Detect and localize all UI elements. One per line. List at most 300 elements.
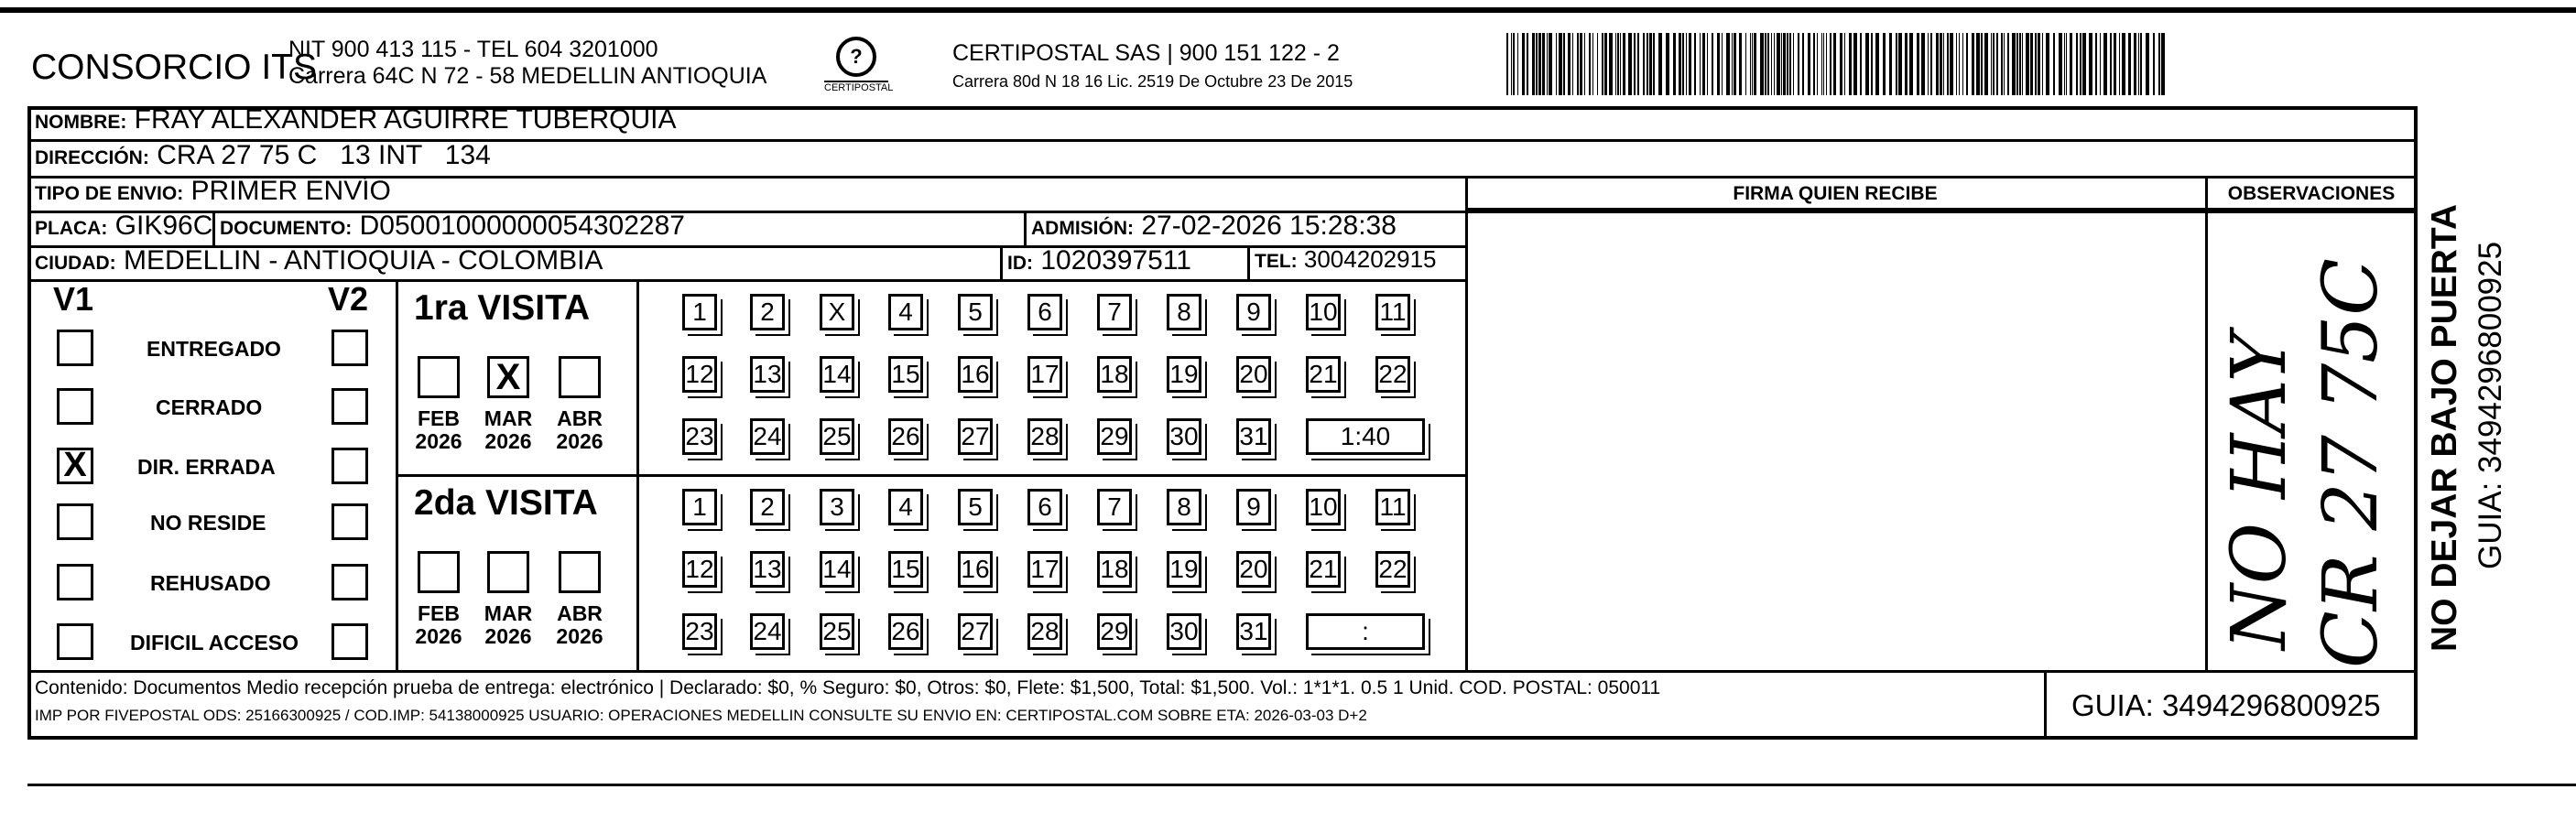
visit-0-day-23[interactable]: 23	[682, 418, 717, 455]
visit-1-day-21[interactable]: 21	[1306, 551, 1341, 588]
visit-1-month-label-1	[476, 602, 540, 648]
barcode-bar	[1532, 33, 1535, 95]
barcode-bar	[2103, 33, 2107, 95]
barcode-bar	[1658, 33, 1662, 95]
visit-0-month-label-0	[407, 407, 471, 453]
barcode-bar	[1959, 33, 1960, 95]
visit-1-day-15[interactable]: 15	[888, 551, 923, 588]
barcode-bar	[1732, 33, 1733, 95]
visit-0-day-14[interactable]: 14	[820, 356, 854, 393]
barcode-bar	[1604, 33, 1607, 95]
barcode-bar	[1700, 33, 1701, 95]
barcode-bar	[1643, 33, 1645, 95]
ciudad-label: CIUDAD:	[35, 253, 116, 274]
barcode-bar	[1984, 33, 1988, 95]
month-year: 2026	[484, 624, 532, 648]
barcode-bar	[1798, 33, 1799, 95]
tel-row	[1255, 245, 1437, 274]
v1-header: V1	[53, 280, 94, 318]
footer-guia: GUIA: 3494296800925	[2071, 688, 2381, 722]
barcode-bar	[1666, 33, 1669, 95]
barcode-bar	[1889, 33, 1892, 95]
visit-0-day-18[interactable]: 18	[1097, 356, 1132, 393]
month-year: 2026	[415, 624, 462, 648]
barcode-bar	[2053, 33, 2055, 95]
barcode-bar	[1673, 33, 1676, 95]
col-divider	[212, 211, 215, 245]
barcode-bar	[2146, 33, 2149, 95]
v2-checkbox-5[interactable]	[332, 623, 368, 660]
barcode-bar	[1547, 33, 1548, 95]
col-divider	[1247, 245, 1250, 279]
v1-checkbox-1[interactable]	[57, 388, 93, 425]
visit-0-day-20[interactable]: 20	[1236, 356, 1271, 393]
certipostal-line: CERTIPOSTAL SAS | 900 151 122 - 2	[952, 40, 1340, 66]
barcode-bar	[2100, 33, 2101, 95]
barcode-bar	[1620, 33, 1621, 95]
barcode-bar	[2110, 33, 2112, 95]
visit-1-day-6[interactable]: 6	[1027, 489, 1062, 525]
visit-0-day-28[interactable]: 28	[1027, 418, 1062, 455]
barcode-bar	[1563, 33, 1565, 95]
visit-0-day-19[interactable]: 19	[1167, 356, 1201, 393]
visit-0-day-9[interactable]: 9	[1236, 294, 1271, 330]
barcode-bar	[1739, 33, 1742, 95]
month-name: ABR	[557, 601, 603, 625]
barcode-bar	[1568, 33, 1571, 95]
top-edge-line	[0, 7, 2576, 13]
barcode-bar	[1634, 33, 1636, 95]
barcode-bar	[2059, 33, 2062, 95]
visit-0-time-box[interactable]: 1:40	[1306, 418, 1425, 455]
visit-1-day-25[interactable]: 25	[820, 613, 854, 650]
visit-0-day-26[interactable]: 26	[888, 418, 923, 455]
visit-1-day-17[interactable]: 17	[1027, 551, 1062, 588]
barcode-bar	[1577, 33, 1579, 95]
visit-0-day-13[interactable]: 13	[750, 356, 785, 393]
barcode-bar	[2070, 33, 2072, 95]
status-label-2: DIR. ERRADA	[137, 455, 276, 479]
barcode-bar	[1726, 33, 1730, 95]
company-name: CONSORCIO ITS	[31, 48, 318, 87]
barcode-bar	[1760, 33, 1764, 95]
barcode-bar	[1602, 33, 1603, 95]
status-label-4: REHUSADO	[150, 571, 271, 595]
barcode-bar	[1682, 33, 1684, 95]
barcode-bar	[1905, 33, 1908, 95]
visit-1-day-23[interactable]: 23	[682, 613, 717, 650]
logo-mark-icon: ?	[836, 37, 876, 77]
visit-1-month-box-2[interactable]	[559, 551, 601, 593]
barcode-bar	[1767, 33, 1769, 95]
barcode-bar	[1527, 33, 1528, 95]
barcode-bar	[1722, 33, 1723, 95]
barcode-bar	[1947, 33, 1949, 95]
barcode-bar	[1511, 33, 1512, 95]
v1-checkbox-0[interactable]	[57, 330, 93, 366]
visit-1-day-19[interactable]: 19	[1167, 551, 1201, 588]
ciudad-row	[35, 245, 603, 276]
barcode-bar	[1976, 33, 1980, 95]
visit-1-day-20[interactable]: 20	[1236, 551, 1271, 588]
barcode-bar	[1936, 33, 1939, 95]
barcode-bar	[1896, 33, 1897, 95]
company-info	[288, 37, 766, 90]
barcode-bar	[1580, 33, 1582, 95]
month-name: FEB	[418, 601, 460, 625]
barcode-bar	[1522, 33, 1525, 95]
visit-0-day-8[interactable]: 8	[1167, 294, 1201, 330]
certipostal-info	[952, 40, 1353, 92]
barcode-bar	[1853, 33, 1857, 95]
status-label-0: ENTREGADO	[147, 337, 281, 361]
barcode-bar	[1694, 33, 1696, 95]
visit-0-day-15[interactable]: 15	[888, 356, 923, 393]
visit-1-day-26[interactable]: 26	[888, 613, 923, 650]
visit-1-month-label-2	[548, 602, 612, 648]
barcode-bar	[1517, 33, 1518, 95]
admision-row	[1031, 211, 1397, 242]
barcode-bar	[1813, 33, 1815, 95]
barcode-bar	[1538, 33, 1541, 95]
barcode-bar	[1556, 33, 1557, 95]
v2-checkbox-3[interactable]	[332, 503, 368, 540]
month-name: ABR	[557, 406, 603, 430]
direccion-row	[35, 140, 491, 171]
barcode-bar	[2046, 33, 2049, 95]
documento-value: D05001000000054302287	[359, 211, 685, 241]
visit-title-0: 1ra VISITA	[414, 288, 591, 328]
visit-1-day-2[interactable]: 2	[750, 489, 785, 525]
month-year: 2026	[556, 624, 603, 648]
row-divider	[27, 279, 1465, 282]
status-label-5: DIFICIL ACCESO	[130, 631, 299, 654]
barcode-bar	[1802, 33, 1804, 95]
nombre-row	[35, 104, 677, 135]
documento-row	[220, 211, 685, 242]
placa-label: PLACA:	[35, 218, 108, 239]
placa-value: GIK96C	[114, 211, 213, 241]
barcode-bar	[1572, 33, 1573, 95]
barcode-bar	[1991, 33, 1992, 95]
visit-1-month-label-0	[407, 602, 471, 648]
barcode-bar	[2140, 33, 2142, 95]
contenido-text: Contenido: Documentos Medio recepción prueba de entrega: electrónico | Declarado: $0, % Seguro: $0, Otros: $0, Flete: $1,500, Total: $1,500. Vol.: 1*1*1. 0.5 1 Unid. COD. POSTAL: 050011	[35, 677, 1661, 698]
id-value: 1020397511	[1040, 245, 1191, 276]
visit-1-day-30[interactable]: 30	[1167, 613, 1201, 650]
visit-0-day-10[interactable]: 10	[1306, 294, 1341, 330]
observaciones-note-2: CR 27 75C	[2308, 257, 2395, 668]
barcode-bar	[2080, 33, 2081, 95]
barcode-bar	[1506, 33, 1508, 95]
barcode-bar	[1754, 33, 1756, 95]
barcode-bar	[2114, 33, 2116, 95]
barcode-bar	[1513, 33, 1515, 95]
barcode-bar	[1679, 33, 1681, 95]
certipostal-address: Carrera 80d N 18 16 Lic. 2519 De Octubre 23 De 2015	[952, 72, 1353, 91]
direccion-label: DIRECCIÓN:	[35, 147, 149, 168]
barcode-bar	[1717, 33, 1720, 95]
month-year: 2026	[556, 429, 603, 453]
visit-0-day-22[interactable]: 22	[1375, 356, 1410, 393]
barcode-bar	[1993, 33, 1994, 95]
col-divider	[1465, 176, 1468, 670]
address-line: Carrera 64C N 72 - 58 MEDELLIN ANTIOQUIA	[288, 63, 767, 89]
barcode-bar	[1830, 33, 1831, 95]
visit-0-day-7[interactable]: 7	[1097, 294, 1132, 330]
barcode-bar	[1771, 33, 1772, 95]
tipo-row	[35, 176, 391, 207]
logo-text: CERTIPOSTAL	[824, 82, 894, 93]
v2-checkbox-2[interactable]	[332, 448, 368, 484]
visit-0-day-3[interactable]: X	[820, 294, 854, 330]
footer-divider	[27, 670, 2418, 673]
month-name: FEB	[418, 406, 460, 430]
visit-1-day-18[interactable]: 18	[1097, 551, 1132, 588]
v1-checkbox-2[interactable]: X	[57, 448, 93, 484]
tel-value: 3004202915	[1303, 245, 1437, 273]
visit-0-day-11[interactable]: 11	[1375, 294, 1410, 330]
visit-1-day-4[interactable]: 4	[888, 489, 923, 525]
barcode-bar	[2026, 33, 2029, 95]
barcode-bar	[1623, 33, 1625, 95]
visit-0-day-16[interactable]: 16	[958, 356, 993, 393]
admision-value: 27-02-2026 15:28:38	[1141, 211, 1397, 241]
barcode-bar	[1647, 33, 1648, 95]
imp-text: IMP POR FIVEPOSTAL ODS: 25166300925 / COD.IMP: 54138000925 USUARIO: OPERACIONES MEDELLIN CONSULTE SU ENVIO EN: CERTIPOSTAL.COM SOBRE ETA: 2026-03-03 D+2	[35, 707, 1367, 724]
barcode-bar	[1745, 33, 1746, 95]
firma-header: FIRMA QUIEN RECIBE	[1733, 183, 1938, 204]
barcode-bar	[1940, 33, 1942, 95]
barcode-bar	[1793, 33, 1794, 95]
barcode-bar	[1542, 33, 1545, 95]
barcode-bar	[1921, 33, 1925, 95]
v2-checkbox-4[interactable]	[332, 564, 368, 600]
visit-0-day-31[interactable]: 31	[1236, 418, 1271, 455]
barcode-bar	[1637, 33, 1639, 95]
barcode-bar	[1615, 33, 1616, 95]
barcode-bar	[1707, 33, 1708, 95]
barcode-bar	[1702, 33, 1705, 95]
visit-1-day-9[interactable]: 9	[1236, 489, 1271, 525]
v1-checkbox-3[interactable]	[57, 503, 93, 540]
nombre-label: NOMBRE:	[35, 112, 127, 133]
certipostal-logo	[824, 37, 894, 103]
month-year: 2026	[415, 429, 462, 453]
barcode-bar	[1752, 33, 1753, 95]
barcode-bar	[2064, 33, 2065, 95]
visit-0-day-25[interactable]: 25	[820, 418, 854, 455]
visit-0-day-6[interactable]: 6	[1027, 294, 1062, 330]
visit-1-day-24[interactable]: 24	[750, 613, 785, 650]
barcode-bar	[1653, 33, 1655, 95]
visit-1-month-box-1[interactable]	[487, 551, 529, 593]
visit-0-month-box-2[interactable]	[559, 356, 601, 398]
visit-1-day-29[interactable]: 29	[1097, 613, 1132, 650]
barcode-bar	[2161, 33, 2165, 95]
visit-0-day-5[interactable]: 5	[958, 294, 993, 330]
visit-0-day-4[interactable]: 4	[888, 294, 923, 330]
visit-1-day-16[interactable]: 16	[958, 551, 993, 588]
visit-1-day-7[interactable]: 7	[1097, 489, 1132, 525]
barcode-bar	[2019, 33, 2021, 95]
barcode-bar	[1549, 33, 1552, 95]
barcode-bar	[1981, 33, 1983, 95]
barcode-bar	[1860, 33, 1862, 95]
visit-1-day-22[interactable]: 22	[1375, 551, 1410, 588]
visit-1-day-11[interactable]: 11	[1375, 489, 1410, 525]
visit-0-day-2[interactable]: 2	[750, 294, 785, 330]
barcode-bar	[1559, 33, 1562, 95]
visit-0-day-29[interactable]: 29	[1097, 418, 1132, 455]
barcode-bar	[1875, 33, 1879, 95]
visit-1-day-3[interactable]: 3	[820, 489, 854, 525]
barcode-bar	[1956, 33, 1957, 95]
visit-1-day-10[interactable]: 10	[1306, 489, 1341, 525]
v2-checkbox-1[interactable]	[332, 388, 368, 425]
visit-0-day-1[interactable]: 1	[682, 294, 717, 330]
visit-0-month-box-0[interactable]	[418, 356, 460, 398]
barcode-bar	[1840, 33, 1842, 95]
barcode-bar	[1617, 33, 1619, 95]
barcode-bar	[2016, 33, 2018, 95]
barcode-bar	[2153, 33, 2155, 95]
visit-1-month-box-0[interactable]	[418, 551, 460, 593]
nit-line: NIT 900 413 115 - TEL 604 3201000	[288, 37, 658, 62]
visit-title-1: 2da VISITA	[414, 483, 598, 523]
month-name: MAR	[484, 406, 533, 430]
barcode-bar	[1883, 33, 1886, 95]
barcode-bar	[2119, 33, 2120, 95]
visit-1-day-13[interactable]: 13	[750, 551, 785, 588]
barcode-bar	[1686, 33, 1687, 95]
v2-header: V2	[328, 280, 369, 318]
barcode-bar	[1823, 33, 1824, 95]
visit-0-day-17[interactable]: 17	[1027, 356, 1062, 393]
visit-1-day-12[interactable]: 12	[682, 551, 717, 588]
visit-1-day-14[interactable]: 14	[820, 551, 854, 588]
month-name: MAR	[484, 601, 533, 625]
visit-0-month-box-1[interactable]: X	[487, 356, 529, 398]
barcode-bar	[1928, 33, 1929, 95]
barcode-bar	[1966, 33, 1968, 95]
visit-0-day-21[interactable]: 21	[1306, 356, 1341, 393]
bottom-edge-line	[27, 784, 2576, 786]
barcode-bar	[2038, 33, 2040, 95]
barcode-bar	[1750, 33, 1751, 95]
barcode-bar	[1844, 33, 1845, 95]
v1-checkbox-5[interactable]	[57, 623, 93, 660]
barcode-bar	[1712, 33, 1713, 95]
visit-0-day-12[interactable]: 12	[682, 356, 717, 393]
barcode-bar	[1589, 33, 1591, 95]
visit-1-day-27[interactable]: 27	[958, 613, 993, 650]
barcode-bar	[1943, 33, 1944, 95]
barcode-bar	[1584, 33, 1585, 95]
ciudad-value: MEDELLIN - ANTIOQUIA - COLOMBIA	[124, 245, 603, 276]
barcode-bar	[2066, 33, 2067, 95]
visit-1-day-1[interactable]: 1	[682, 489, 717, 525]
col-divider	[1000, 245, 1003, 279]
barcode-bar	[1536, 33, 1538, 95]
barcode-bar	[1833, 33, 1836, 95]
barcode-bar	[2012, 33, 2016, 95]
barcode-bar	[1817, 33, 1818, 95]
direccion-value: CRA 27 75 C 13 INT 134	[157, 140, 491, 170]
barcode-bar	[1774, 33, 1775, 95]
barcode-bar	[2138, 33, 2139, 95]
tipo-label: TIPO DE ENVIO:	[35, 183, 184, 204]
visit-0-day-27[interactable]: 27	[958, 418, 993, 455]
barcode-bar	[2089, 33, 2092, 95]
visit-1-time-box[interactable]: :	[1306, 613, 1425, 650]
side-guia: GUIA: 3494296800925	[2473, 241, 2508, 569]
barcode	[1506, 33, 2166, 95]
placa-row	[35, 211, 212, 242]
barcode-bar	[1783, 33, 1786, 95]
visit-1-day-31[interactable]: 31	[1236, 613, 1271, 650]
barcode-bar	[1777, 33, 1780, 95]
barcode-bar	[2004, 33, 2005, 95]
v2-checkbox-0[interactable]	[332, 330, 368, 366]
visit-0-month-label-1	[476, 407, 540, 453]
visit-0-day-24[interactable]: 24	[750, 418, 785, 455]
month-year: 2026	[484, 429, 532, 453]
barcode-bar	[1689, 33, 1691, 95]
barcode-bar	[2128, 33, 2131, 95]
barcode-bar	[1909, 33, 1913, 95]
visit-0-day-30[interactable]: 30	[1167, 418, 1201, 455]
barcode-bar	[2022, 33, 2023, 95]
barcode-bar	[1789, 33, 1791, 95]
status-label-3: NO RESIDE	[150, 511, 266, 535]
barcode-bar	[1917, 33, 1919, 95]
barcode-bar	[2082, 33, 2086, 95]
barcode-bar	[2042, 33, 2043, 95]
visit-divider	[396, 474, 1465, 477]
barcode-bar	[1781, 33, 1782, 95]
documento-label: DOCUMENTO:	[220, 218, 353, 239]
visit-1-day-5[interactable]: 5	[958, 489, 993, 525]
barcode-bar	[1930, 33, 1932, 95]
barcode-bar	[1950, 33, 1953, 95]
barcode-bar	[1996, 33, 1998, 95]
barcode-bar	[1826, 33, 1827, 95]
barcode-bar	[2030, 33, 2033, 95]
observaciones-header: OBSERVACIONES	[2227, 183, 2396, 204]
col-divider	[1024, 211, 1027, 245]
status-label-1: CERRADO	[156, 395, 263, 419]
nombre-value: FRAY ALEXANDER AGUIRRE TUBERQUIA	[134, 104, 677, 135]
barcode-bar	[2001, 33, 2003, 95]
barcode-bar	[1871, 33, 1873, 95]
barcode-bar	[1808, 33, 1810, 95]
id-row	[1007, 245, 1191, 276]
v1-checkbox-4[interactable]	[57, 564, 93, 600]
visit-1-day-28[interactable]: 28	[1027, 613, 1062, 650]
id-label: ID:	[1007, 253, 1033, 274]
barcode-bar	[1734, 33, 1736, 95]
visit-1-day-8[interactable]: 8	[1167, 489, 1201, 525]
barcode-bar	[2122, 33, 2125, 95]
barcode-bar	[1972, 33, 1974, 95]
col-divider	[2044, 670, 2047, 740]
barcode-bar	[1609, 33, 1613, 95]
barcode-bar	[2095, 33, 2097, 95]
row-divider	[1465, 209, 2418, 211]
barcode-bar	[2134, 33, 2136, 95]
col-divider	[2205, 176, 2208, 670]
